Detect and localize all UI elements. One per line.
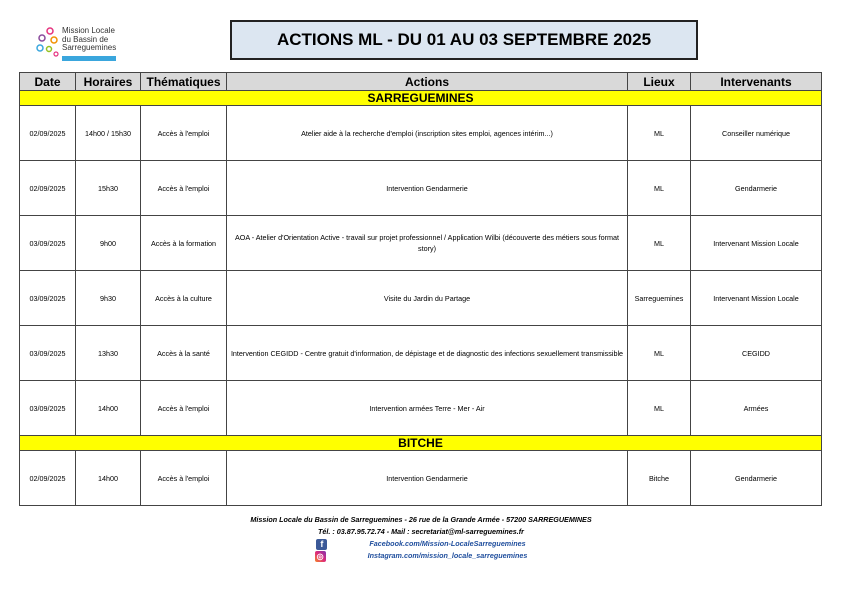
facebook-icon: f [316, 539, 327, 550]
table-row [20, 271, 822, 326]
footer-instagram-line [0, 550, 842, 562]
table-row [20, 326, 822, 381]
cell-thematique: Accès à l'emploi [141, 381, 227, 436]
cell-action: Intervention CEGIDD - Centre gratuit d'information, de dépistage et de diagnostic des infections sexuellement transmissible [227, 326, 628, 381]
cell-date: 02/09/2025 [20, 451, 76, 506]
header-horaires: Horaires [76, 73, 141, 91]
cell-horaire: 14h00 [76, 381, 141, 436]
cell-thematique: Accès à l'emploi [141, 106, 227, 161]
cell-intervenant: Gendarmerie [691, 451, 822, 506]
cell-horaire: 14h00 [76, 451, 141, 506]
section-row [20, 91, 822, 106]
cell-intervenant: Gendarmerie [691, 161, 822, 216]
section-row [20, 436, 822, 451]
cell-lieu: Bitche [628, 451, 691, 506]
cell-thematique: Accès à la culture [141, 271, 227, 326]
table-row [20, 451, 822, 506]
footer-contact: Tél. : 03.87.95.72.74 - Mail : secretariat@ml-sarreguemines.fr [318, 527, 524, 536]
cell-horaire: 15h30 [76, 161, 141, 216]
cell-lieu: ML [628, 106, 691, 161]
logo-text [62, 27, 116, 53]
footer-facebook-line [0, 538, 842, 550]
table-row [20, 106, 822, 161]
section-title: BITCHE [20, 436, 822, 451]
footer-address: Mission Locale du Bassin de Sarreguemines - 26 rue de la Grande Armée - 57200 SARREGUEMINES [250, 515, 592, 524]
table-header [20, 73, 822, 91]
logo-line-1: Mission Locale [62, 26, 115, 35]
cell-intervenant: Armées [691, 381, 822, 436]
table-row [20, 161, 822, 216]
cell-date: 02/09/2025 [20, 161, 76, 216]
cell-date: 03/09/2025 [20, 271, 76, 326]
footer [0, 514, 842, 562]
cell-action: Intervention Gendarmerie [227, 451, 628, 506]
logo-line-3: Sarreguemines [62, 43, 117, 52]
page-title: ACTIONS ML - DU 01 AU 03 SEPTEMBRE 2025 [230, 20, 698, 60]
logo [34, 26, 124, 64]
cell-horaire: 9h00 [76, 216, 141, 271]
cell-horaire: 13h30 [76, 326, 141, 381]
cell-thematique: Accès à la santé [141, 326, 227, 381]
cell-date: 03/09/2025 [20, 326, 76, 381]
cell-date: 02/09/2025 [20, 106, 76, 161]
header-actions: Actions [227, 73, 628, 91]
logo-line-2: du Bassin de [62, 34, 109, 44]
logo-badge [62, 56, 116, 61]
cell-intervenant: Conseiller numérique [691, 106, 822, 161]
header-intervenants: Intervenants [691, 73, 822, 91]
cell-action: AOA - Atelier d'Orientation Active - travail sur projet professionnel / Application Wilbi (découverte des métiers sous format story) [227, 216, 628, 271]
actions-table [19, 72, 822, 506]
cell-date: 03/09/2025 [20, 381, 76, 436]
header-lieux: Lieux [628, 73, 691, 91]
header-thematiques: Thématiques [141, 73, 227, 91]
cell-action: Atelier aide à la recherche d'emploi (inscription sites emploi, agences intérim...) [227, 106, 628, 161]
instagram-link[interactable]: Instagram.com/mission_locale_sarreguemines [367, 551, 528, 560]
cell-lieu: Sarreguemines [628, 271, 691, 326]
cell-intervenant: Intervenant Mission Locale [691, 216, 822, 271]
cell-intervenant: Intervenant Mission Locale [691, 271, 822, 326]
table-row [20, 216, 822, 271]
cell-lieu: ML [628, 326, 691, 381]
facebook-link[interactable]: Facebook.com/Mission-LocaleSarreguemines [369, 539, 526, 548]
cell-intervenant: CEGIDD [691, 326, 822, 381]
cell-horaire: 14h00 / 15h30 [76, 106, 141, 161]
cell-date: 03/09/2025 [20, 216, 76, 271]
section-title: SARREGUEMINES [20, 91, 822, 106]
logo-mark-icon [34, 26, 62, 60]
cell-lieu: ML [628, 216, 691, 271]
cell-thematique: Accès à l'emploi [141, 161, 227, 216]
cell-horaire: 9h30 [76, 271, 141, 326]
cell-action: Intervention Gendarmerie [227, 161, 628, 216]
header-date: Date [20, 73, 76, 91]
cell-lieu: ML [628, 381, 691, 436]
instagram-icon: ◎ [315, 551, 326, 562]
cell-thematique: Accès à l'emploi [141, 451, 227, 506]
cell-action: Intervention armées Terre - Mer - Air [227, 381, 628, 436]
table-row [20, 381, 822, 436]
cell-lieu: ML [628, 161, 691, 216]
cell-action: Visite du Jardin du Partage [227, 271, 628, 326]
cell-thematique: Accès à la formation [141, 216, 227, 271]
